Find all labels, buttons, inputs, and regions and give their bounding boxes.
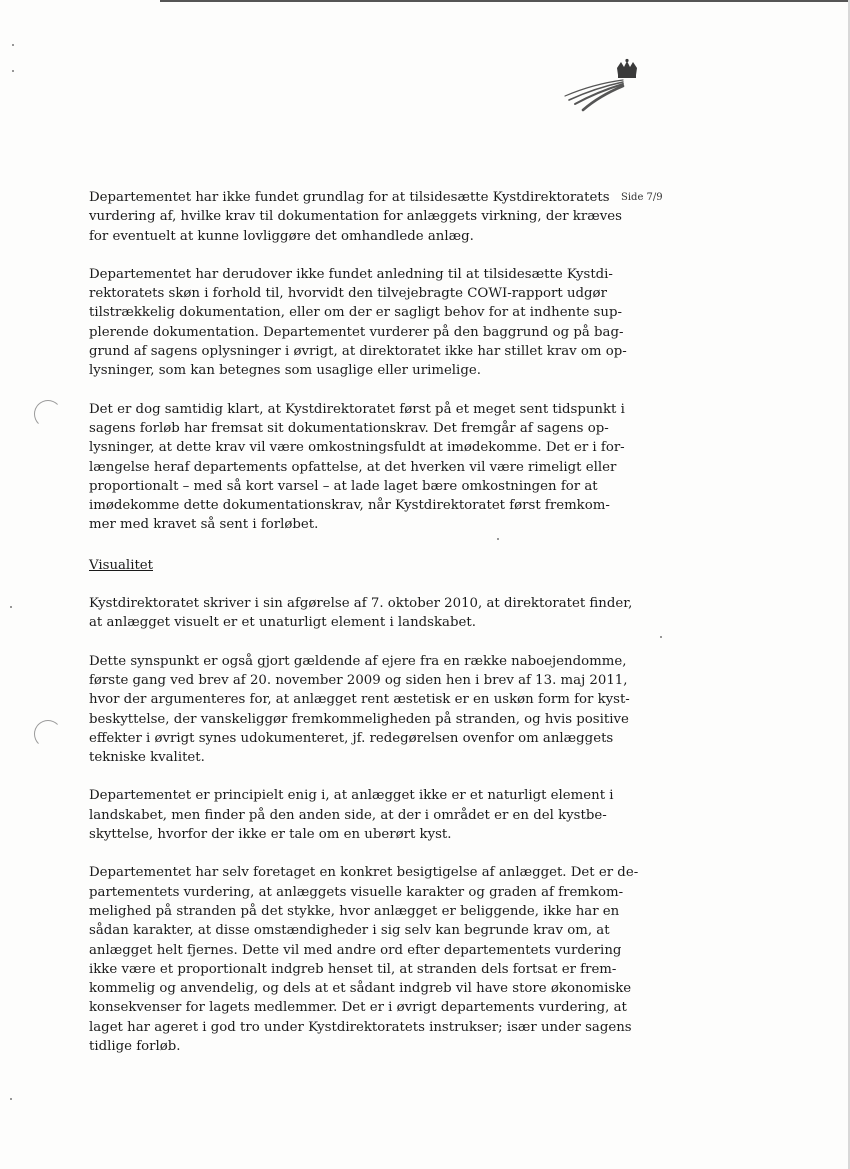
text-line: effekter i øvrigt synes udokumenteret, jf. redegørelsen ovenfor om anlæggets — [89, 730, 614, 746]
paragraph-6 — [89, 786, 614, 844]
scan-speck — [497, 538, 499, 540]
scan-speck — [12, 44, 14, 46]
scan-speck — [10, 606, 12, 608]
page-indicator: Side 7/9 — [621, 192, 663, 203]
text-line: Departementet har ikke fundet grundlag for at tilsidesætte Kystdirektoratets — [89, 190, 610, 205]
paragraph-5 — [89, 652, 630, 768]
scan-speck — [12, 70, 14, 72]
text-line: mer med kravet så sent i forløbet. — [89, 517, 319, 533]
text-line: tidlige forløb. — [89, 1038, 181, 1054]
paragraph-1 — [89, 188, 622, 246]
text-line: tilstrækkelig dokumentation, eller om der er sagligt behov for at indhente sup- — [89, 305, 622, 321]
text-line: Departementet har derudover ikke fundet anledning til at tilsidesætte Kystdi- — [89, 266, 613, 282]
crown-emblem-icon — [563, 58, 643, 118]
punch-hole-mark — [34, 400, 62, 428]
text-line: melighed på stranden på det stykke, hvor anlægget er beliggende, ikke har en — [89, 903, 620, 919]
scan-top-edge — [160, 0, 850, 2]
text-line: imødekomme dette dokumentationskrav, når Kystdirektoratet først fremkom- — [89, 498, 610, 514]
text-line: grund af sagens oplysninger i øvrigt, at direktoratet ikke har stillet krav om op- — [89, 344, 627, 360]
scan-speck — [660, 636, 662, 638]
paragraph-2 — [89, 265, 627, 381]
punch-hole-mark — [34, 720, 62, 748]
text-line: rektoratets skøn i forhold til, hvorvidt den tilvejebragte COWI-rapport udgør — [89, 286, 607, 302]
text-line: første gang ved brev af 20. november 2009 og siden hen i brev af 13. maj 2011, — [89, 672, 628, 688]
text-line: plerende dokumentation. Departementet vurderer på den baggrund og på bag- — [89, 324, 624, 340]
text-line: Det er dog samtidig klart, at Kystdirektoratet først på et meget sent tidspunkt i — [89, 401, 625, 417]
text-line: vurdering af, hvilke krav til dokumentation for anlæggets virkning, der kræves — [89, 209, 622, 225]
text-line: Departementet er principielt enig i, at anlægget ikke er et naturligt element i — [89, 788, 614, 804]
text-line: tekniske kvalitet. — [89, 750, 205, 766]
text-line: Dette synspunkt er også gjort gældende af ejere fra en række naboejendomme, — [89, 653, 627, 669]
text-line: at anlægget visuelt er et unaturligt element i landskabet. — [89, 615, 476, 631]
letter-body — [89, 188, 639, 1075]
text-line: lysninger, at dette krav vil være omkostningsfuldt at imødekomme. Det er i for- — [89, 440, 625, 456]
text-line: proportionalt – med så kort varsel – at lade laget bære omkostningen for at — [89, 478, 598, 494]
text-line: laget har ageret i god tro under Kystdirektoratets instrukser; især under sagens — [89, 1019, 632, 1035]
paragraph-4 — [89, 594, 633, 633]
scan-speck — [10, 1098, 12, 1100]
text-line: Kystdirektoratet skriver i sin afgørelse af 7. oktober 2010, at direktoratet finder, — [89, 596, 633, 612]
paragraph-3 — [89, 400, 625, 535]
section-heading-visualitet: Visualitet — [89, 557, 153, 573]
text-line: lysninger, som kan betegnes som usaglige eller urimelige. — [89, 363, 481, 379]
text-line: sagens forløb har fremsat sit dokumentationskrav. Det fremgår af sagens op- — [89, 420, 609, 436]
text-line: sådan karakter, at disse omstændigheder i sig selv kan begrunde krav om, at — [89, 923, 610, 939]
text-line: for eventuelt at kunne lovliggøre det omhandlede anlæg. — [89, 228, 474, 244]
text-line: ikke være et proportionalt indgreb henset til, at stranden dels fortsat er frem- — [89, 961, 617, 977]
text-line: beskyttelse, der vanskeliggør fremkommeligheden på stranden, og hvis positive — [89, 711, 629, 727]
text-line: Departementet har selv foretaget en konkret besigtigelse af anlægget. Det er de- — [89, 865, 639, 881]
text-line: partementets vurdering, at anlæggets visuelle karakter og graden af fremkom- — [89, 884, 624, 900]
text-line: landskabet, men finder på den anden side, at der i området er en del kystbe- — [89, 807, 607, 823]
text-line: anlægget helt fjernes. Dette vil med andre ord efter departementets vurdering — [89, 942, 622, 958]
text-line: hvor der argumenteres for, at anlægget rent æstetisk er en uskøn form for kyst- — [89, 692, 630, 708]
text-line: konsekvenser for lagets medlemmer. Det er i øvrigt departements vurdering, at — [89, 1000, 627, 1016]
text-line: skyttelse, hvorfor der ikke er tale om en uberørt kyst. — [89, 827, 452, 843]
text-line: kommelig og anvendelig, og dels at et sådant indgreb vil have store økonomiske — [89, 981, 632, 997]
text-line: længelse heraf departements opfattelse, at det hverken vil være rimeligt eller — [89, 459, 617, 475]
paragraph-7 — [89, 863, 639, 1056]
